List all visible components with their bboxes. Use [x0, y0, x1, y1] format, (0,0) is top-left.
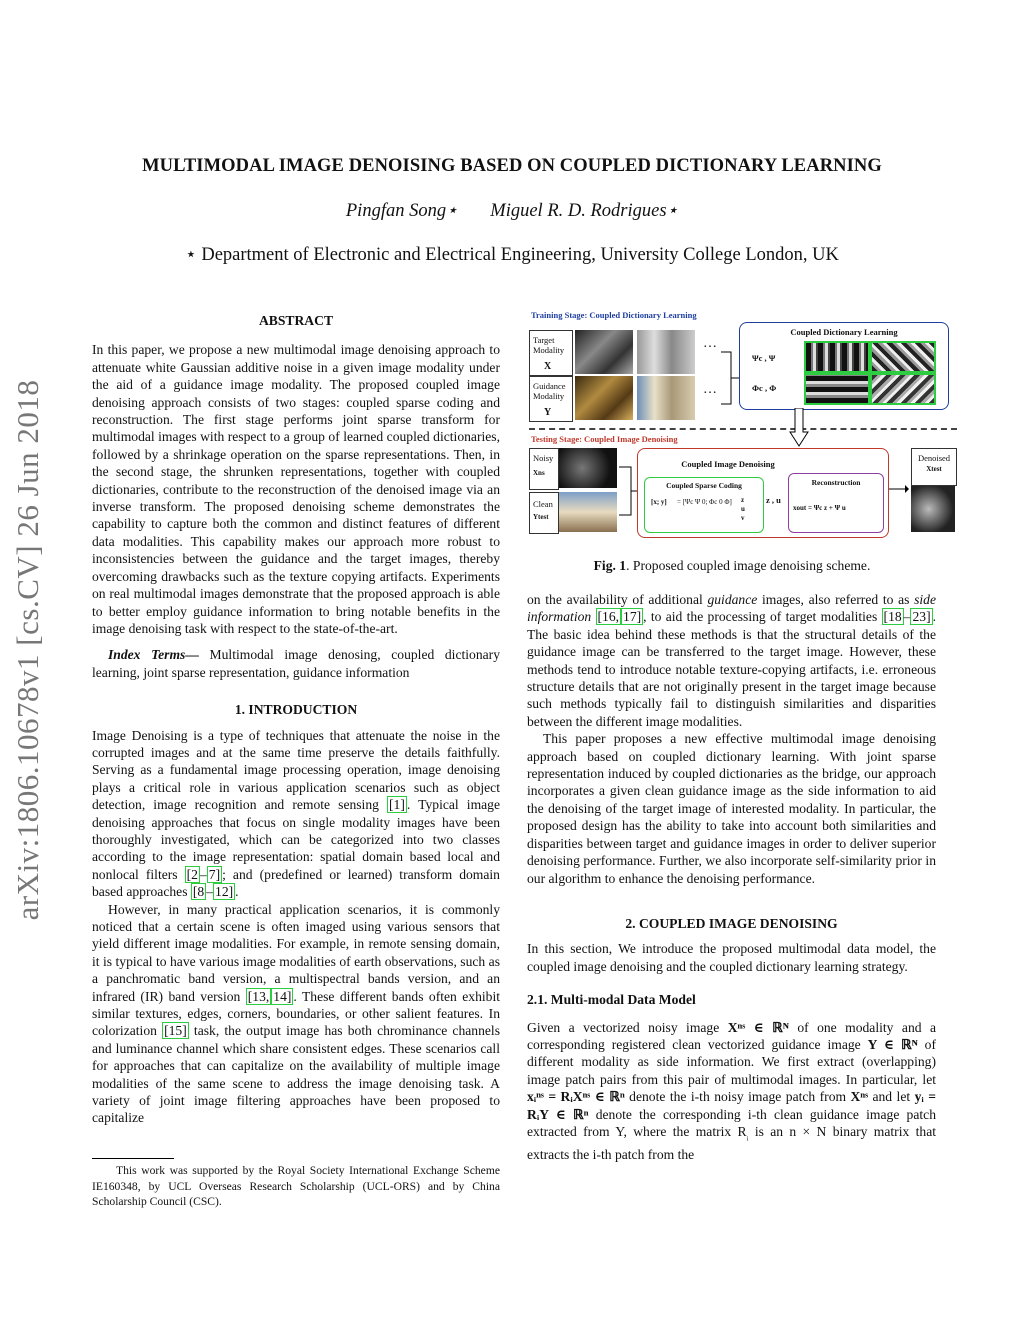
right-paragraph-1	[527, 591, 936, 730]
math: yᵢ = RᵢY ∈ ℝⁿ	[527, 1089, 936, 1122]
body-text: side information	[527, 592, 937, 625]
cid-title: Coupled Image Denoising	[681, 459, 775, 469]
clean-image	[559, 492, 617, 532]
body-text: of one modality and a corresponding registered clean vectorized guidance image	[527, 1019, 936, 1052]
dictionary-atoms-3	[804, 373, 870, 405]
dictionary-atoms-4	[870, 373, 936, 405]
caption-label: Fig. 1	[593, 558, 627, 573]
guidance-image-1	[575, 376, 633, 420]
author-1: Pingfan Song⋆	[345, 201, 458, 221]
body-text: guidance	[707, 592, 758, 607]
right-paragraph-2: This paper proposes a new effective multimodal image denoising approach based on coupled dictionary learning. With joint sparse representation induced by coupled dictionaries as the bridge, our approach incorporates a given clean guidance image as the side information to aid the denoising of the target image of interested modality. In particular, the proposed design has the ability to take into account both similarities and disparities between target and guidance images in order to deliver superior denoising performance. Further, we also incorporate self-similarity prior in our algorithm to enhance the denoising performance.	[527, 731, 936, 886]
dictionary-atoms-2	[870, 341, 936, 373]
noisy-image	[559, 448, 617, 488]
cdl-title: Coupled Dictionary Learning	[790, 327, 898, 337]
guidance-symbol: Y	[544, 407, 552, 418]
index-terms-label: Index Terms—	[108, 647, 199, 663]
clean-box	[529, 492, 559, 534]
body-text: denote the i-th noisy image patch from	[624, 1089, 851, 1105]
target-modality-label: Target Modality	[533, 335, 565, 355]
caption-text: . Proposed coupled image denoising scheme.	[626, 558, 871, 573]
authors	[0, 200, 1024, 222]
citation[interactable]: [15]	[164, 1023, 187, 1039]
testing-stage-label: Testing Stage: Coupled Image Denoising	[531, 434, 678, 444]
reconstruction-title: Reconstruction	[811, 478, 861, 487]
math: xᵢⁿˢ = RᵢXⁿˢ ∈ ℝⁿ	[527, 1089, 625, 1105]
left-column	[92, 312, 500, 1127]
denoised-symbol: Xtest	[926, 465, 942, 473]
intro-text: Image Denoising is a type of techniques that attenuate the noise in the corrupted images and at the same time preserve the details faithfully. Serving as a fundamental image processing operation, image denoising plays a critical role in various application scenarios such as object detection, image recognition and remote sensing	[92, 727, 500, 813]
body-text: Given a vectorized noisy image	[527, 1019, 728, 1035]
target-symbol: X	[544, 361, 552, 372]
intro-heading: 1. INTRODUCTION	[234, 702, 358, 718]
intro-text: task, the output image has both chrominance channels and luminance channel which share consistent edges. These scenarios call for approaches that can capitalize on the availability of multiple image modalities of the same scene to address the image denoising task. A variety of joint image filtering approaches have been proposed to capitalize	[92, 1023, 500, 1126]
denoised-label: Denoised	[917, 453, 951, 463]
section-2-intro: In this section, We introduce the proposed multimodal data model, the coupled image denoising and the coupled dictionary learning strategy.	[527, 941, 936, 974]
cdl-box	[739, 322, 949, 410]
target-image-2	[637, 330, 695, 374]
guidance-image-2	[637, 376, 695, 420]
section-2-heading: 2. COUPLED IMAGE DENOISING	[625, 915, 838, 931]
body-text	[591, 609, 595, 624]
body-text: , to aid the processing of target modalities	[643, 609, 882, 625]
figure-caption	[527, 558, 937, 574]
intro-text: .	[235, 884, 239, 900]
body-text: on the availability of additional	[527, 592, 708, 607]
reconstruction-box	[788, 473, 884, 533]
reconstruction-equation: xout = Ψc z + Ψ u	[793, 504, 846, 512]
arxiv-stamp	[8, 355, 48, 945]
math: ᵢ	[746, 1130, 749, 1143]
math: Xⁿˢ	[850, 1089, 869, 1105]
clean-symbol: Ytest	[533, 513, 549, 521]
training-stage-label: Training Stage: Coupled Dictionary Learning	[531, 310, 697, 320]
paper-title: MULTIMODAL IMAGE DENOISING BASED ON COUPLED DICTIONARY LEARNING	[142, 156, 882, 176]
intro-text: However, in many practical application scenarios, it is commonly noticed that a certain scene is often imaged using various sensors that yield different image modalities. For example, in remote sensing domain, it is typical to have various image modalities of earth observations, such as a panchromatic band version, a multispectral bands version, and an infrared (IR) band version	[92, 901, 500, 1004]
arxiv-id: arXiv:1806.10678v1 [cs.CV] 26 Jun 2018	[10, 379, 45, 921]
cid-box	[637, 448, 889, 538]
clean-label: Clean	[533, 499, 553, 509]
citation[interactable]: 12]	[215, 884, 234, 900]
intro-text: ; and (predefined or learned) transform domain based approaches	[92, 866, 500, 900]
abstract-text: In this paper, we propose a new multimodal image denoising approach to attenuate white Gaussian additive noise in a given image modality under the aid of a guidance image modality. The proposed coupled image denoising approach consists of two stages: coupled sparse coding and reconstruction. The first stage performs joint sparse transform for multimodal images with respect to a group of learned coupled dictionaries, followed by a shrinkage operation on the sparse representations. Then, in the second stage, the shrunken representations, together with coupled dictionaries, contribute to the reconstruction of the denoised image via an inverse transform. The proposed denoising scheme demonstrates the capability to capture both the common and distinct features of different data modalities. This capability makes our approach more robust to inconsistencies between the guidance and the target images, thereby overcoming drawbacks such as the texture copying artifacts. Experiments on real multimodal images demonstrate that the proposed approach is able to better employ guidance information to bring notable benefits in the image denoising task with respect to the state-of-the-art.	[92, 342, 500, 636]
body-text: and let	[868, 1089, 915, 1105]
noisy-box	[529, 448, 559, 490]
dictionary-atoms-1	[804, 341, 870, 373]
csc-title: Coupled Sparse Coding	[666, 481, 742, 490]
target-modality-box	[529, 330, 573, 376]
index-terms	[92, 646, 500, 681]
body-text: . The basic idea behind these methods is that the structural details of the guidance image can be transferred to the target image. However, these methods tend to introduce notable texture-copying artifacts, i.e. erroneous structure details that are not originally present in the target image because such methods typically fail to distinguish similarities and disparities between the different image modalities.	[527, 609, 936, 729]
footnote-text: This work was supported by the Royal Society International Exchange Scheme IE160348, by UCL Overseas Research Scholarship (UCL-ORS) and by China Scholarship Council (CSC).	[92, 1164, 500, 1209]
phi-row: Φc , Φ	[752, 383, 777, 393]
intro-text: . Typical image denoising approaches that focus on single modality images have been thoroughly investigated, which can be categorized into two classes according to the image representation: spatial domain based local and nonlocal filters	[92, 797, 501, 882]
zu-label: z , u	[766, 495, 781, 505]
subsection-2-1-heading: 2.1. Multi-modal Data Model	[527, 992, 696, 1008]
citation[interactable]: [1]	[389, 797, 405, 813]
denoised-box	[911, 448, 957, 486]
guidance-modality-box	[529, 376, 573, 422]
math: Xⁿˢ ∈ ℝᴺ	[727, 1019, 789, 1035]
noisy-label: Noisy	[533, 453, 554, 463]
math: Y ∈ ℝᴺ	[867, 1036, 918, 1052]
right-column	[527, 591, 936, 1164]
figure-1	[527, 308, 957, 536]
footnote-rule	[92, 1158, 174, 1159]
down-arrow	[789, 408, 809, 448]
citation[interactable]: [18	[883, 609, 902, 625]
intro-paragraph-1	[92, 727, 500, 901]
affiliation: ⋆ Department of Electronic and Electrical Engineering, University College London, UK	[185, 245, 839, 265]
citation[interactable]: [13,	[247, 988, 270, 1004]
stage-divider	[529, 428, 957, 430]
author-2: Miguel R. D. Rodrigues⋆	[490, 201, 679, 221]
target-image-1	[575, 330, 633, 374]
citation[interactable]: 23]	[912, 609, 931, 625]
citation[interactable]: [16,	[597, 609, 620, 625]
csc-equation: [x; y] = [Ψc Ψ 0; Φc 0 Φ] z u v	[651, 496, 745, 522]
arrow-to-output	[889, 484, 909, 494]
citation[interactable]: 17]	[623, 609, 642, 625]
intro-text: . These different bands often exhibit similar textures, edges, corners, boundaries, or other salient features. In colorization	[92, 988, 501, 1039]
body-text: of different modality as side information. We first extract (overlapping) image patch pairs from this pair of multimodal images. In particular, let	[527, 1036, 936, 1087]
psi-row: Ψc , Ψ	[752, 353, 776, 363]
guidance-modality-label: Guidance Modality	[533, 381, 566, 401]
body-text: denote the corresponding i-th clean guidance image patch extracted from Y, where the matrix R	[527, 1106, 936, 1139]
body-text: –	[903, 609, 911, 625]
citation[interactable]: 7]	[208, 866, 221, 882]
citation[interactable]: [2	[186, 866, 198, 882]
intro-text: –	[199, 866, 207, 882]
body-text: images, also referred to as	[757, 592, 915, 607]
csc-box	[644, 477, 764, 533]
citation[interactable]: 14]	[273, 988, 292, 1004]
body-text: is an n × N binary matrix that extracts the i-th patch from the	[527, 1123, 936, 1163]
arrow-to-cdl	[719, 348, 741, 408]
ellipsis-target: …	[703, 336, 717, 351]
noisy-symbol: Xns	[533, 469, 545, 477]
index-terms-text: Multimodal image denosing, coupled dictionary learning, joint sparse representation, guidance information	[92, 647, 500, 680]
denoised-image	[911, 486, 955, 532]
footnote	[92, 1163, 500, 1210]
ellipsis-guidance: …	[703, 382, 717, 397]
intro-text: –	[206, 884, 214, 900]
right-paragraph-3	[527, 1019, 936, 1164]
intro-paragraph-2	[92, 901, 500, 1127]
abstract-heading: ABSTRACT	[258, 313, 334, 328]
citation[interactable]: [8	[192, 884, 205, 900]
